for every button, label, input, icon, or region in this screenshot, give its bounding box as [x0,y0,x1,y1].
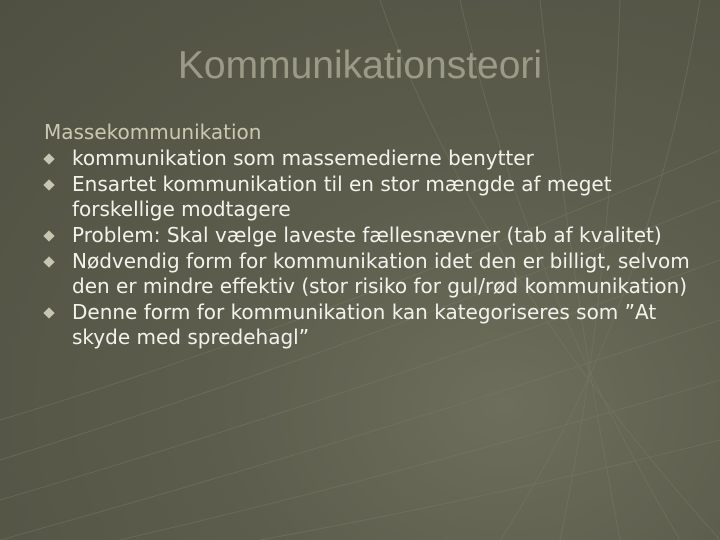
bullet-item [44,249,694,299]
diamond-bullet-icon [43,153,54,164]
bullet-text: Problem: Skal vælge laveste fællesnævner (tab af kvalitet) [72,223,662,247]
bullet-text: Denne form for kommunikation kan kategoriseres som ”At skyde med spredehagl” [72,300,657,349]
bullet-text: Nødvendig form for kommunikation idet den er billigt, selvom den er mindre effektiv (stor risiko for gul/rød kommunikation) [72,249,690,298]
bullet-item [44,300,694,350]
slide-title: Kommunikationsteori [177,44,543,87]
diamond-bullet-icon [43,256,54,267]
bullet-list [44,146,694,350]
bullet-item [44,146,694,171]
bullet-item [44,223,694,248]
diamond-bullet-icon [43,230,54,241]
diamond-bullet-icon [43,307,54,318]
bullet-item [44,172,694,222]
slide-body [44,119,694,351]
section-heading: Massekommunikation [44,120,262,144]
bullet-text: Ensartet kommunikation til en stor mængde af meget forskellige modtagere [72,172,612,221]
diamond-bullet-icon [43,179,54,190]
bullet-text: kommunikation som massemedierne benytter [72,146,534,170]
